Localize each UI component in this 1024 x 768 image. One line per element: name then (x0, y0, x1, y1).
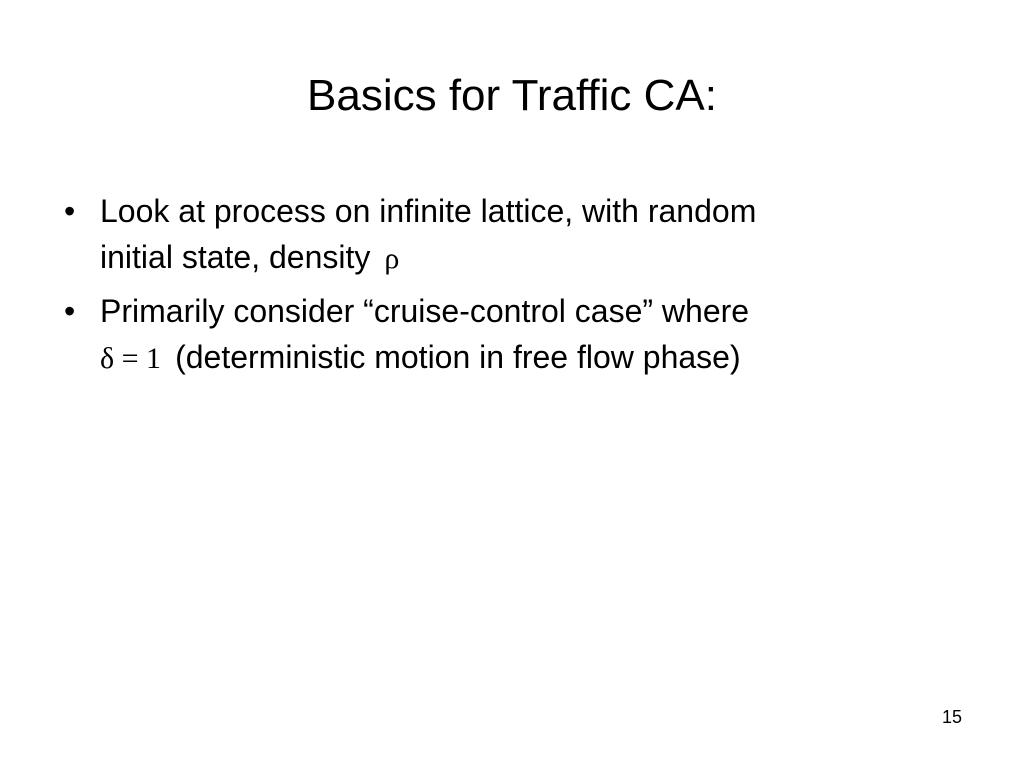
slide-title: Basics for Traffic CA: (307, 71, 717, 120)
bullet-text-line1: Look at process on infinite lattice, with random (100, 193, 757, 229)
bullet-item-cruise-control (60, 288, 960, 382)
bullet-text-line2: initial state, density (100, 239, 371, 275)
delta-equation: δ = 1 (100, 342, 162, 375)
bullet-text-line1: Primarily consider “cruise-control case” where (100, 293, 750, 329)
bullet-item-lattice (60, 188, 960, 282)
page-number: 15 (941, 707, 962, 727)
bullet-text-line2: (deterministic motion in free flow phase) (175, 339, 741, 375)
bullet-list (60, 188, 960, 388)
bullet-icon: • (64, 293, 76, 329)
density-symbol: ρ (384, 242, 400, 275)
bullet-icon: • (64, 193, 76, 229)
